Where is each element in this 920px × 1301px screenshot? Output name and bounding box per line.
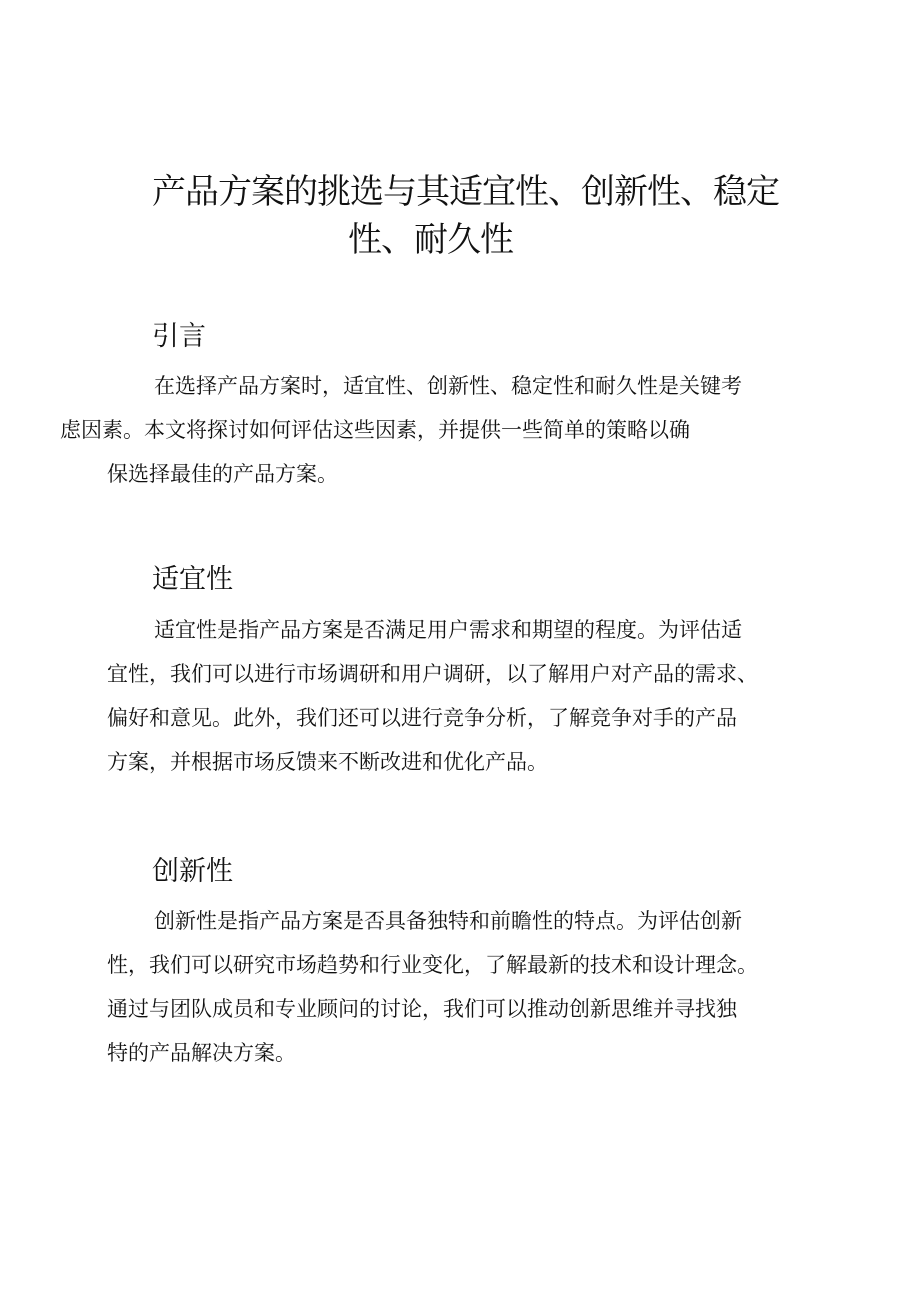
section-heading-innovation: 创新性 — [152, 856, 233, 887]
section-heading-suitability: 适宜性 — [152, 564, 233, 595]
document-title — [152, 168, 812, 264]
paragraph-line: 通过与团队成员和专业顾问的讨论，我们可以推动创新思维并寻找独 — [107, 997, 737, 1021]
section-paragraph-suitability — [107, 608, 807, 784]
title-line-2: 性、耐久性 — [348, 220, 513, 260]
title-line-1: 产品方案的挑选与其适宜性、创新性、稳定 — [152, 172, 779, 212]
section-heading-intro: 引言 — [152, 321, 206, 352]
paragraph-line: 性，我们可以研究市场趋势和行业变化，了解最新的技术和设计理念。 — [107, 953, 758, 977]
paragraph-line: 宜性，我们可以进行市场调研和用户调研，以了解用户对产品的需求、 — [107, 662, 758, 686]
paragraph-line: 保选择最佳的产品方案。 — [107, 462, 338, 486]
paragraph-line: 创新性是指产品方案是否具备独特和前瞻性的特点。为评估创新 — [154, 909, 742, 933]
paragraph-line: 虑因素。本文将探讨如何评估这些因素，并提供一些简单的策略以确 — [60, 418, 690, 442]
paragraph-line: 适宜性是指产品方案是否满足用户需求和期望的程度。为评估适 — [154, 618, 742, 642]
paragraph-line: 在选择产品方案时，适宜性、创新性、稳定性和耐久性是关键考 — [154, 374, 742, 398]
section-paragraph-intro — [60, 364, 807, 496]
paragraph-line: 特的产品解决方案。 — [107, 1041, 296, 1065]
section-paragraph-innovation — [107, 899, 807, 1075]
paragraph-line: 方案，并根据市场反馈来不断改进和优化产品。 — [107, 750, 548, 774]
paragraph-line: 偏好和意见。此外，我们还可以进行竞争分析，了解竞争对手的产品 — [107, 706, 737, 730]
